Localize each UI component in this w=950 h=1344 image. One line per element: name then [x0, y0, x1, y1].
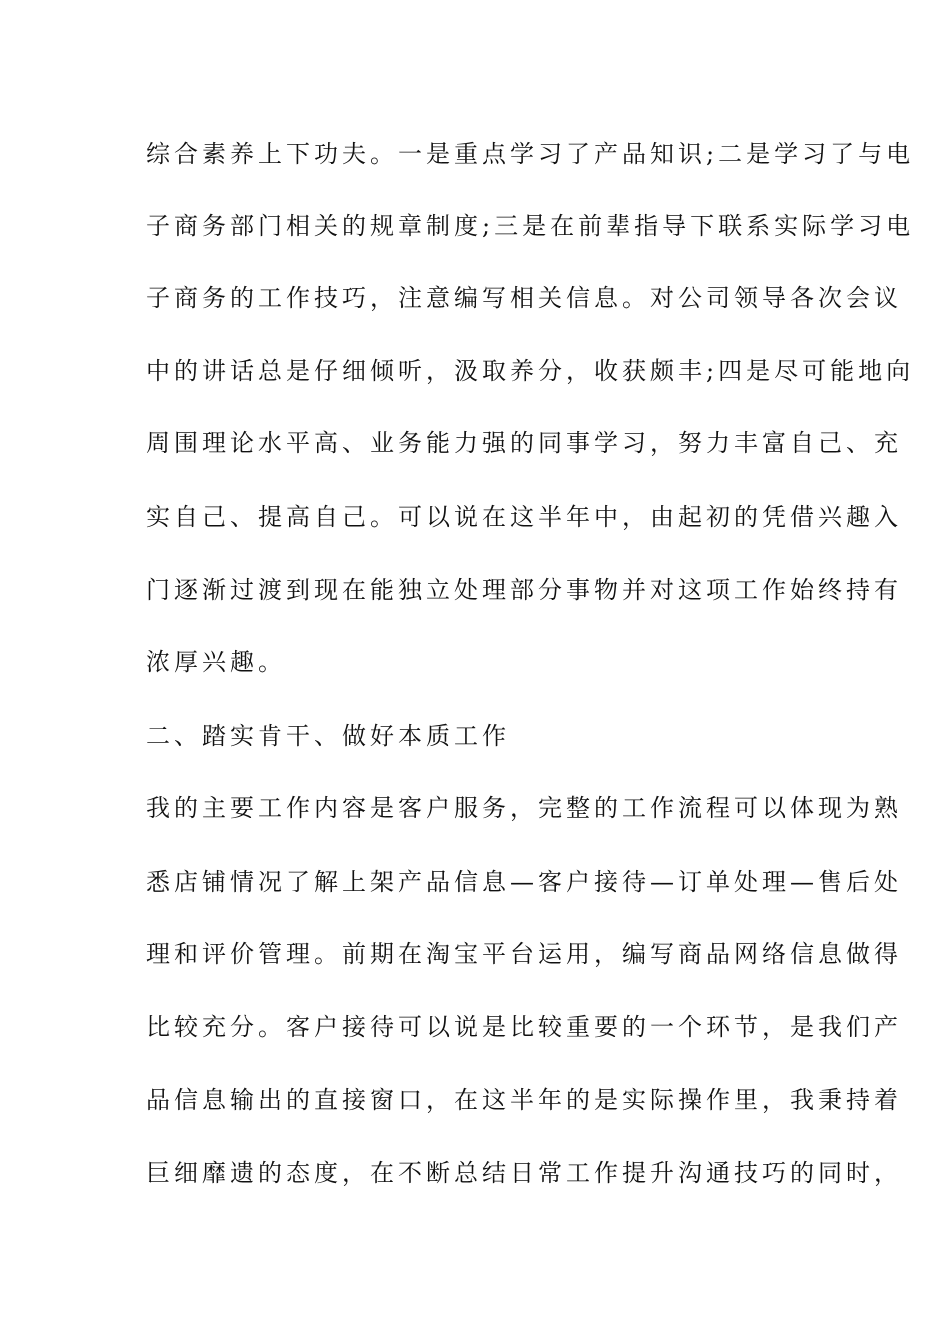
text-line-13: 比较充分。客户接待可以说是比较重要的一个环节，是我们产: [146, 1013, 902, 1041]
text-line-8: 浓厚兴趣。: [146, 648, 286, 676]
text-line-14: 品信息输出的直接窗口，在这半年的是实际操作里，我秉持着: [146, 1086, 902, 1114]
text-line-12: 理和评价管理。前期在淘宝平台运用，编写商品网络信息做得: [146, 940, 902, 968]
text-line-7: 门逐渐过渡到现在能独立处理部分事物并对这项工作始终持有: [146, 576, 902, 604]
text-line-6: 实自己、提高自己。可以说在这半年中，由起初的凭借兴趣入: [146, 503, 902, 531]
text-line-15: 巨细靡遗的态度，在不断总结日常工作提升沟通技巧的同时，: [146, 1159, 902, 1187]
text-line-5: 周围理论水平高、业务能力强的同事学习，努力丰富自己、充: [146, 429, 902, 457]
text-line-10: 我的主要工作内容是客户服务，完整的工作流程可以体现为熟: [146, 794, 902, 822]
section-heading: 二、踏实肯干、做好本质工作: [146, 722, 510, 750]
text-line-4: 中的讲话总是仔细倾听，汲取养分，收获颇丰;四是尽可能地向: [146, 357, 915, 385]
text-line-1: 综合素养上下功夫。一是重点学习了产品知识;二是学习了与电: [146, 140, 915, 168]
text-line-3: 子商务的工作技巧，注意编写相关信息。对公司领导各次会议: [146, 284, 902, 312]
text-line-2: 子商务部门相关的规章制度;三是在前辈指导下联系实际学习电: [146, 212, 915, 240]
text-line-11: 悉店铺情况了解上架产品信息—客户接待—订单处理—售后处: [146, 868, 902, 896]
